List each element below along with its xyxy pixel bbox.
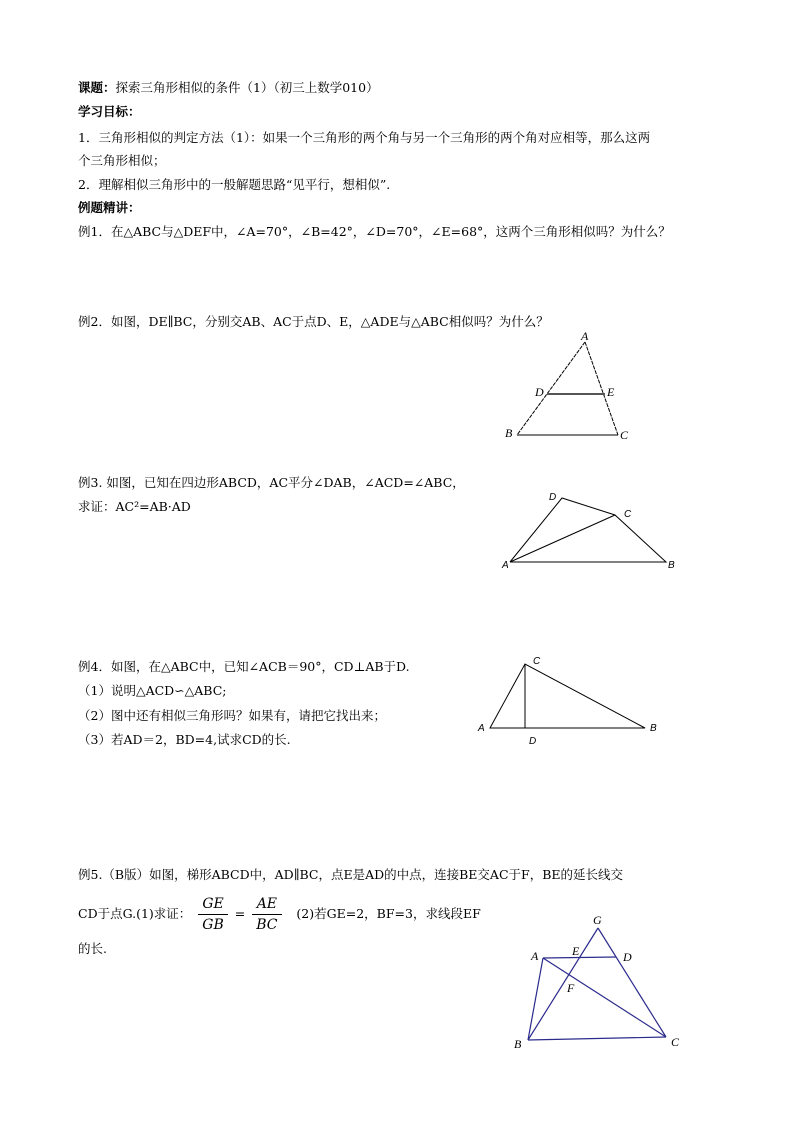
example-4-part-1: （1）说明△ACD∽△ABC; (78, 683, 227, 698)
example-4: 例4．如图，在△ABC中，已知∠ACB＝90°，CD⊥AB于D. (78, 659, 410, 674)
fig5-label-b: B (514, 1037, 522, 1051)
example-4-part-3: （3）若AD＝2，BD=4,试求CD的长. (78, 732, 291, 747)
fig2-label-a: A (581, 329, 589, 343)
equals-sign: = (234, 906, 246, 921)
fig2-label-d: D (535, 385, 544, 399)
goal-1-line-1: 1．三角形相似的判定方法（1）：如果一个三角形的两个角与另一个三角形的两个角对应相等，那么这两 (78, 130, 651, 145)
goal-2: 2．理解相似三角形中的一般解题思路“见平行，想相似”. (78, 177, 391, 192)
fig5-label-d: D (623, 950, 632, 964)
fig2-label-b: B (505, 426, 513, 440)
fig3-label-c: C (624, 509, 632, 520)
example-5-line-3: 的长. (78, 941, 107, 956)
goal-1-line-2: 个三角形相似； (78, 153, 166, 168)
example-2: 例2．如图，DE∥BC，分别交AB、AC于点D、E，△ADE与△ABC相似吗？为什么？ (78, 314, 549, 329)
fig4-label-d: D (529, 736, 537, 747)
fig5-label-g: G (593, 913, 602, 927)
examples-heading: 例题精讲： (78, 200, 141, 215)
example-3-line-2: 求证：AC²=AB·AD (78, 499, 191, 514)
goals-heading: 学习目标： (78, 104, 141, 119)
fig3-label-b: B (668, 560, 675, 571)
example-4-part-2: （2）图中还有相似三角形吗？如果有，请把它找出来； (78, 708, 386, 723)
fig5-label-c: C (671, 1035, 680, 1049)
example-5-line-1: 例5.（B版）如图，梯形ABCD中，AD∥BC，点E是AD的中点，连接BE交AC于F，BE的延长线交 (78, 867, 624, 882)
fig4-label-b: B (650, 723, 657, 734)
fig5-label-a: A (531, 949, 539, 963)
fig2-label-c: C (620, 428, 629, 442)
title-text: 探索三角形相似的条件（1）（初三上数学010） (115, 80, 379, 95)
fig2-label-e: E (607, 385, 615, 399)
fig4-label-a: A (478, 723, 485, 734)
example-3-line-1: 例3. 如图，已知在四边形ABCD，AC平分∠DAB，∠ACD=∠ABC， (78, 475, 465, 490)
example-5-part-2: (2)若GE=2，BF=3，求线段EF (296, 906, 481, 921)
fig5-label-e: E (572, 944, 580, 958)
example-5-prefix: CD于点G.(1)求证： (78, 906, 192, 921)
fig3-label-a: A (502, 560, 509, 571)
frac1-numerator: GE (198, 894, 227, 915)
fig5-label-f: F (567, 981, 575, 995)
frac2-denominator: BC (256, 917, 278, 933)
frac2-numerator: AE (252, 894, 281, 915)
fig3-label-d: D (549, 492, 557, 503)
fig4-label-c: C (533, 656, 541, 667)
title-label: 课题： (78, 80, 116, 95)
example-1: 例1．在△ABC与△DEF中，∠A=70°，∠B=42°，∠D=70°，∠E=68°，这两个三角形相似吗？为什么？ (78, 224, 671, 239)
frac1-denominator: GB (202, 917, 224, 933)
